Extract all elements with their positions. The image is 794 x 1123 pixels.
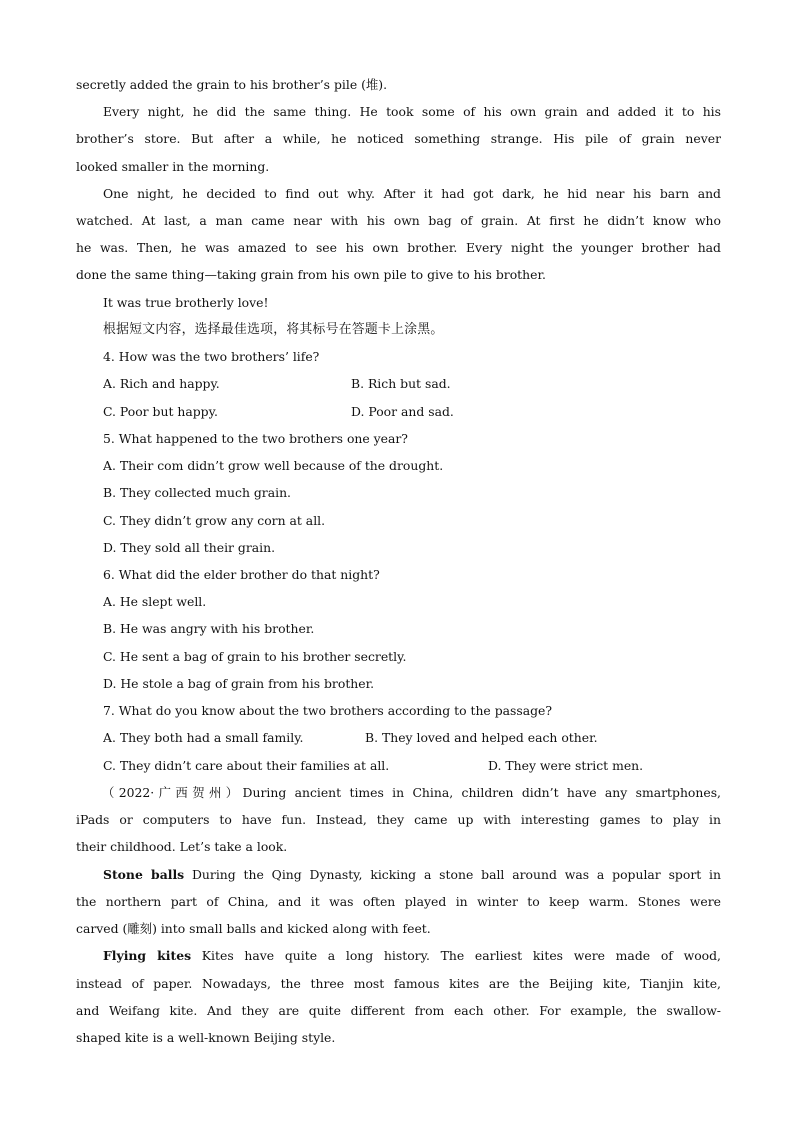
- option-a: A. Their com didn’t grow well because of the drought.: [103, 458, 444, 473]
- option-d: D. They sold all their grain.: [103, 540, 276, 555]
- passage-line: the northern part of China, and it was often played in winter to keep warm. Stones were: [76, 894, 721, 909]
- passage-line: shaped kite is a well-known Beijing style.: [76, 1030, 336, 1045]
- option-b: B. They collected much grain.: [103, 485, 291, 500]
- passage-line: Every night, he did the same thing. He took some of his own grain and added it to his: [103, 104, 721, 119]
- passage-line: It was true brotherly love!: [103, 295, 269, 310]
- passage-text: During the Qing Dynasty, kicking a stone ball around was a popular sport in: [184, 867, 721, 882]
- passage-line: and Weifang kite. And they are quite different from each other. For example, the swallow-: [76, 1003, 721, 1018]
- option-b: B. Rich but sad.: [351, 376, 451, 391]
- option-c: C. They didn’t care about their families at all.: [103, 758, 390, 773]
- option-d: D. He stole a bag of grain from his brother.: [103, 676, 375, 691]
- passage-line: secretly added the grain to his brother’s pile (堆).: [76, 77, 388, 92]
- question-stem: 6. What did the elder brother do that night?: [103, 567, 380, 582]
- passage-line: carved (雕刻) into small balls and kicked along with feet.: [76, 921, 431, 936]
- passage-line: instead of paper. Nowadays, the three most famous kites are the Beijing kite, Tianjin kite,: [76, 976, 721, 991]
- option-a: A. He slept well.: [103, 594, 207, 609]
- option-d: D. They were strict men.: [488, 758, 644, 773]
- question-stem: 4. How was the two brothers’ life?: [103, 349, 320, 364]
- section-stone-balls: [103, 865, 721, 885]
- instruction-text: 根据短文内容，选择最佳选项，将其标号在答题卡上涂黑。: [103, 322, 444, 337]
- option-a: A. Rich and happy.: [103, 376, 220, 391]
- section-flying-kites: [103, 946, 721, 966]
- section-heading: Stone balls: [103, 867, 185, 882]
- passage-line: their childhood. Let’s take a look.: [76, 839, 288, 854]
- question-stem: 7. What do you know about the two brothers according to the passage?: [103, 703, 553, 718]
- option-b: B. He was angry with his brother.: [103, 621, 315, 636]
- option-b: B. They loved and helped each other.: [365, 730, 598, 745]
- option-d: D. Poor and sad.: [351, 404, 454, 419]
- passage-line: iPads or computers to have fun. Instead, they came up with interesting games to play in: [76, 812, 721, 827]
- passage-text: Kites have quite a long history. The earliest kites were made of wood,: [191, 948, 721, 963]
- passage-line: done the same thing—taking grain from his own pile to give to his brother.: [76, 267, 546, 282]
- option-a: A. They both had a small family.: [103, 730, 304, 745]
- section-heading: Flying kites: [103, 948, 192, 963]
- passage-line: looked smaller in the morning.: [76, 159, 270, 174]
- passage-line: he was. Then, he was amazed to see his own brother. Every night the younger brother had: [76, 240, 721, 255]
- passage-line: （2022·广西贺州）During ancient times in China, children didn’t have any smartphones,: [102, 785, 721, 800]
- question-stem: 5. What happened to the two brothers one year?: [103, 431, 408, 446]
- option-c: C. They didn’t grow any corn at all.: [103, 513, 326, 528]
- passage-line: brother’s store. But after a while, he noticed something strange. His pile of grain never: [76, 131, 721, 146]
- option-c: C. Poor but happy.: [103, 404, 218, 419]
- passage-line: One night, he decided to find out why. After it had got dark, he hid near his barn and: [103, 186, 721, 201]
- passage-line: watched. At last, a man came near with his own bag of grain. At first he didn’t know who: [76, 213, 721, 228]
- option-c: C. He sent a bag of grain to his brother secretly.: [103, 649, 407, 664]
